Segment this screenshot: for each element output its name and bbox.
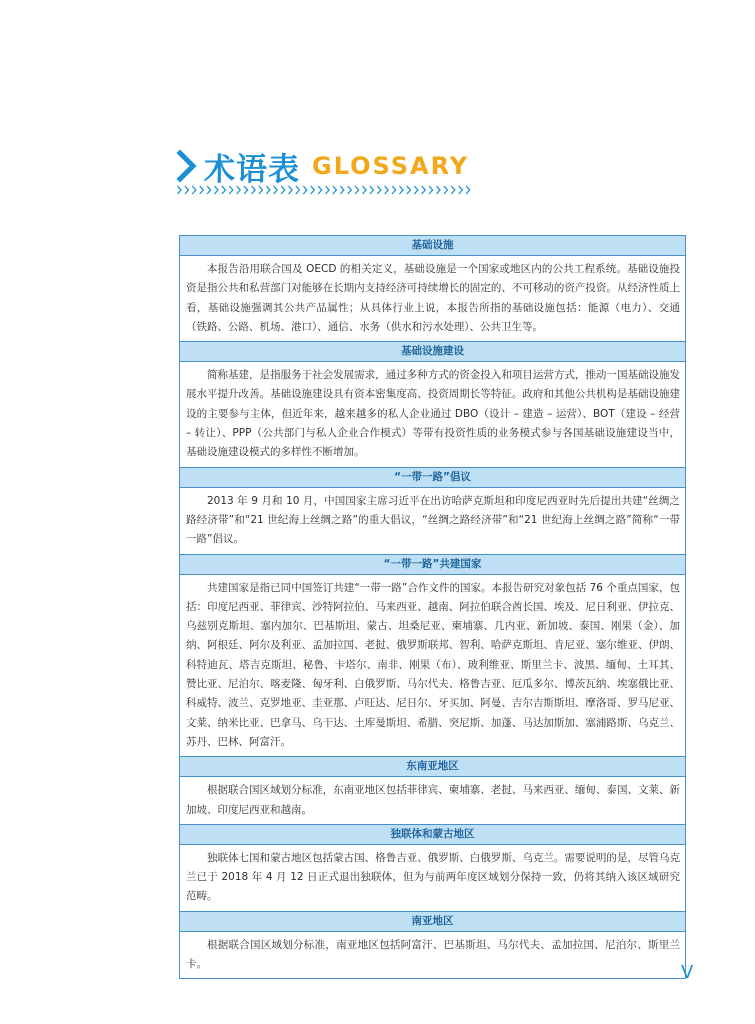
term-definition: 独联体七国和蒙古地区包括蒙古国、格鲁吉亚、俄罗斯、白俄罗斯、乌克兰。需要说明的是，尽管乌克兰已于 2018 年 4 月 12 日正式退出独联体，但为与前两年度区域划分保持一致，仍将其纳入该区域研究范畴。 [180, 845, 685, 912]
term-definition: 共建国家是指已同中国签订共建“一带一路”合作文件的国家。本报告研究对象包括 76 个重点国家，包括：印度尼西亚、菲律宾、沙特阿拉伯、马来西亚、越南、阿拉伯联合酋长国、埃及、尼日利亚、伊拉克、乌兹别克斯坦、塞内加尔、巴基斯坦、蒙古、坦桑尼亚、柬埔寨、几内亚、新加坡、泰国、刚果（金）、加纳、阿根廷、阿尔及利亚、孟加拉国、老挝、俄罗斯联邦、智利、哈萨克斯坦、肯尼亚、塞尔维亚、伊朗、科特迪瓦、塔吉克斯坦、秘鲁、卡塔尔、南非、刚果（布）、玻利维亚、斯里兰卡、波黑、缅甸、土耳其、赞比亚、尼泊尔、喀麦隆、匈牙利、白俄罗斯、马尔代夫、格鲁吉亚、厄瓜多尔、博茨瓦纳、埃塞俄比亚、科威特、波兰、克罗地亚、圭亚那、卢旺达、尼日尔、牙买加、阿曼、吉尔吉斯斯坦、摩洛哥、罗马尼亚、文莱、纳米比亚、巴拿马、乌干达、土库曼斯坦、希腊、突尼斯、加蓬、马达加斯加、塞浦路斯、乌克兰、苏丹、巴林、阿富汗。 [180, 575, 685, 758]
chevron-small-icon [414, 186, 418, 194]
glossary-table [179, 235, 686, 979]
chevron-small-icon [229, 186, 233, 194]
chevron-small-icon [437, 186, 441, 194]
chevron-small-icon [377, 186, 381, 194]
chevron-small-icon [466, 186, 470, 194]
term-definition: 简称基建，是指服务于社会发展需求，通过多种方式的资金投入和项目运营方式，推动一国基础设施发展水平提升改善。基础设施建设具有资本密集度高、投资周期长等特征。政府和其他公共机构是基础设施建设的主要参与主体，但近年来，越来越多的私人企业通过 DBO（设计 – 建造 – 运营）、BOT（建设 – 经营 – 转让）、PPP（公共部门与私人企业合作模式）等带有投资性质的业务模式参与各国基础设施建设当中，基础设施建设模式的多样性不断增加。 [180, 362, 685, 467]
chevron-small-icon [252, 186, 256, 194]
chevron-small-icon [303, 186, 307, 194]
chevron-small-icon [244, 186, 248, 194]
glossary-entry [180, 342, 685, 467]
chevron-small-icon [459, 186, 463, 194]
chevron-small-icon [185, 186, 189, 194]
chevron-small-icon [311, 186, 315, 194]
chevron-small-icon [333, 186, 337, 194]
term-title: 基础设施 [180, 236, 685, 256]
chevron-small-icon [385, 186, 389, 194]
chevron-small-icon [266, 186, 270, 194]
chevron-small-icon [274, 186, 278, 194]
term-definition: 根据联合国区域划分标准，南亚地区包括阿富汗、巴基斯坦、马尔代夫、孟加拉国、尼泊尔、斯里兰卡。 [186, 938, 680, 971]
chevron-small-icon [407, 186, 411, 194]
chevron-small-icon [318, 186, 322, 194]
glossary-entry [180, 468, 685, 555]
term-definition: 根据联合国区域划分标准，东南亚地区包括菲律宾、柬埔寨、老挝、马来西亚、缅甸、泰国、文莱、新加坡、印度尼西亚和越南。 [180, 777, 685, 825]
chevron-small-icon [222, 186, 226, 194]
term-title: “一带一路”共建国家 [180, 555, 685, 575]
title-english: GLOSSARY [312, 152, 470, 180]
glossary-entry [180, 236, 685, 342]
title-chinese: 术语表 [204, 151, 300, 188]
chevron-small-icon [215, 186, 219, 194]
term-title: 南亚地区 [180, 912, 685, 932]
chevron-small-icon [259, 186, 263, 194]
page-number: V [681, 962, 694, 983]
glossary-entry [180, 912, 685, 979]
chevron-small-icon [237, 186, 241, 194]
glossary-entry [180, 757, 685, 825]
chevron-small-icon [355, 186, 359, 194]
term-title: 东南亚地区 [180, 757, 685, 777]
chevron-small-icon [178, 186, 182, 194]
term-definition: 2013 年 9 月和 10 月，中国国家主席习近平在出访哈萨克斯坦和印度尼西亚时先后提出共建“丝绸之路经济带”和“21 世纪海上丝绸之路”的重大倡议，“丝绸之路经济带”和“21 世纪海上丝绸之路”简称“一带一路”倡议。 [180, 488, 685, 555]
chevron-small-icon [422, 186, 426, 194]
chevron-small-icon [281, 186, 285, 194]
chevron-small-icon [340, 186, 344, 194]
chevron-small-icon [444, 186, 448, 194]
chevron-divider-icon [176, 184, 472, 196]
chevron-small-icon [451, 186, 455, 194]
chevron-small-icon [363, 186, 367, 194]
chevron-small-icon [200, 186, 204, 194]
glossary-entry [180, 825, 685, 912]
glossary-entry [180, 555, 685, 758]
term-title: 独联体和蒙古地区 [180, 825, 685, 845]
chevron-right-icon [176, 149, 198, 183]
chevron-small-icon [370, 186, 374, 194]
chevron-small-icon [400, 186, 404, 194]
chevron-small-icon [429, 186, 433, 194]
chevron-small-icon [392, 186, 396, 194]
chevron-small-icon [348, 186, 352, 194]
chevron-small-icon [296, 186, 300, 194]
term-definition: 本报告沿用联合国及 OECD 的相关定义，基础设施是一个国家或地区内的公共工程系统。基础设施投资是指公共和私营部门对能够在长期内支持经济可持续增长的固定的、不可移动的资产投资。从经济性质上看，基础设施强调其公共产品属性；从具体行业上说，本报告所指的基础设施包括：能源（电力）、交通（铁路、公路、机场、港口）、通信、水务（供水和污水处理）、公共卫生等。 [180, 256, 685, 342]
glossary-header [176, 146, 469, 186]
term-title: 基础设施建设 [180, 342, 685, 362]
chevron-small-icon [192, 186, 196, 194]
chevron-small-icon [289, 186, 293, 194]
chevron-small-icon [326, 186, 330, 194]
chevron-small-icon [207, 186, 211, 194]
term-title: “一带一路”倡议 [180, 468, 685, 488]
